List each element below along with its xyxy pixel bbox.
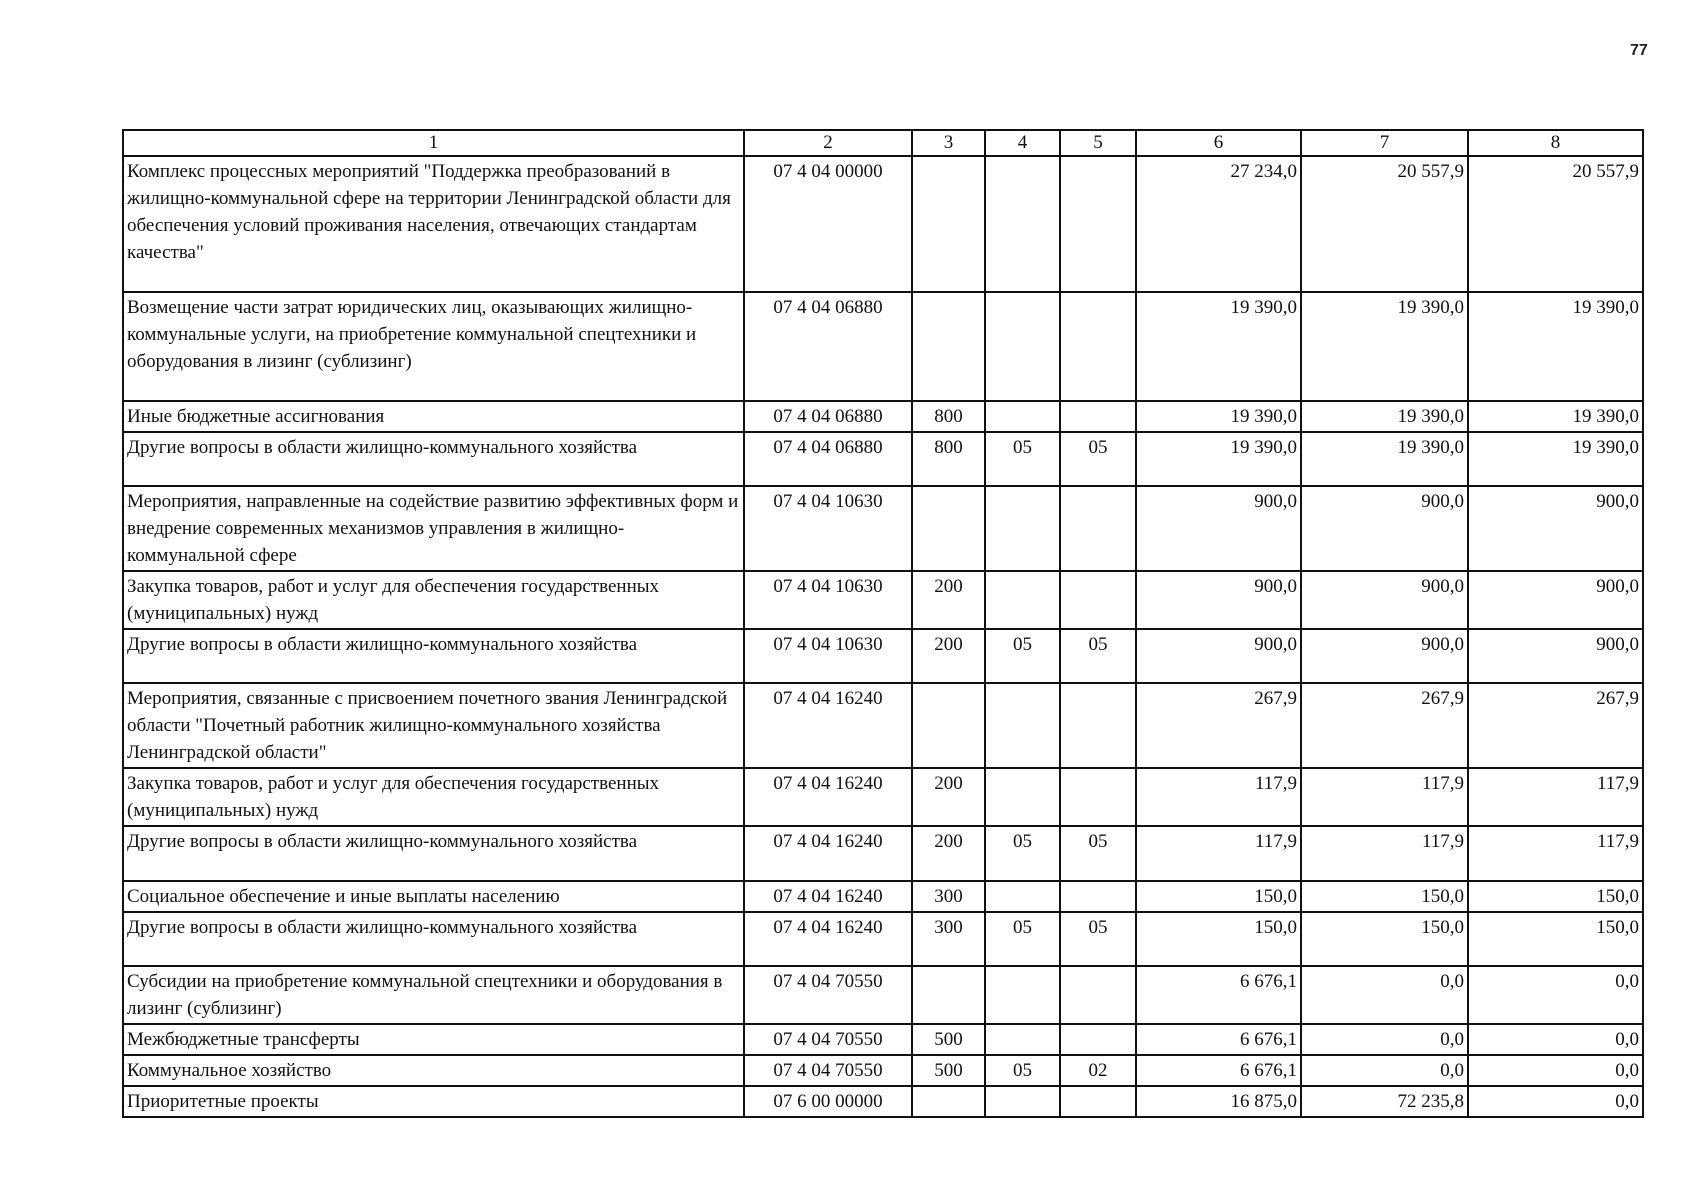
amount-col-6: 27 234,0 [1136, 156, 1301, 292]
section-code [985, 401, 1060, 432]
table-row [123, 768, 1643, 826]
row-name: Приоритетные проекты [123, 1086, 744, 1117]
table-row [123, 881, 1643, 912]
expense-type-code [912, 966, 985, 1024]
amount-col-8: 0,0 [1468, 966, 1643, 1024]
amount-col-6: 150,0 [1136, 912, 1301, 966]
row-name: Коммунальное хозяйство [123, 1055, 744, 1086]
section-code [985, 1086, 1060, 1117]
subsection-code [1060, 401, 1136, 432]
target-article-code: 07 6 00 00000 [744, 1086, 912, 1117]
subsection-code [1060, 683, 1136, 768]
section-code [985, 292, 1060, 401]
target-article-code: 07 4 04 06880 [744, 401, 912, 432]
target-article-code: 07 4 04 10630 [744, 486, 912, 571]
subsection-code [1060, 486, 1136, 571]
expense-type-code: 200 [912, 826, 985, 881]
amount-col-6: 117,9 [1136, 826, 1301, 881]
section-code [985, 486, 1060, 571]
expense-type-code: 500 [912, 1024, 985, 1055]
amount-col-6: 267,9 [1136, 683, 1301, 768]
target-article-code: 07 4 04 10630 [744, 629, 912, 683]
section-code [985, 768, 1060, 826]
section-code [985, 881, 1060, 912]
target-article-code: 07 4 04 16240 [744, 912, 912, 966]
column-header: 8 [1468, 130, 1643, 156]
table-row [123, 683, 1643, 768]
subsection-code: 02 [1060, 1055, 1136, 1086]
budget-table [122, 129, 1644, 1118]
subsection-code [1060, 292, 1136, 401]
row-name: Мероприятия, направленные на содействие развитию эффективных форм и внедрение современных механизмов управления в жилищно-коммунальной сфере [123, 486, 744, 571]
section-code [985, 966, 1060, 1024]
expense-type-code [912, 683, 985, 768]
expense-type-code: 800 [912, 432, 985, 486]
amount-col-7: 900,0 [1301, 571, 1468, 629]
amount-col-6: 6 676,1 [1136, 966, 1301, 1024]
column-header: 3 [912, 130, 985, 156]
column-header: 5 [1060, 130, 1136, 156]
subsection-code [1060, 768, 1136, 826]
row-name: Межбюджетные трансферты [123, 1024, 744, 1055]
amount-col-7: 150,0 [1301, 912, 1468, 966]
table-row [123, 432, 1643, 486]
amount-col-6: 19 390,0 [1136, 401, 1301, 432]
row-name: Другие вопросы в области жилищно-коммунального хозяйства [123, 432, 744, 486]
section-code: 05 [985, 1055, 1060, 1086]
amount-col-7: 117,9 [1301, 768, 1468, 826]
subsection-code [1060, 966, 1136, 1024]
subsection-code: 05 [1060, 912, 1136, 966]
amount-col-7: 19 390,0 [1301, 292, 1468, 401]
expense-type-code: 200 [912, 768, 985, 826]
amount-col-8: 117,9 [1468, 768, 1643, 826]
section-code [985, 156, 1060, 292]
amount-col-8: 19 390,0 [1468, 292, 1643, 401]
row-name: Мероприятия, связанные с присвоением почетного звания Ленинградской области "Почетный работник жилищно-коммунального хозяйства Ленинградской области" [123, 683, 744, 768]
amount-col-8: 0,0 [1468, 1086, 1643, 1117]
row-name: Иные бюджетные ассигнования [123, 401, 744, 432]
section-code: 05 [985, 912, 1060, 966]
amount-col-7: 117,9 [1301, 826, 1468, 881]
target-article-code: 07 4 04 16240 [744, 683, 912, 768]
expense-type-code: 300 [912, 912, 985, 966]
expense-type-code [912, 486, 985, 571]
expense-type-code [912, 156, 985, 292]
table-row [123, 486, 1643, 571]
row-name: Другие вопросы в области жилищно-коммунального хозяйства [123, 826, 744, 881]
subsection-code [1060, 1086, 1136, 1117]
amount-col-8: 117,9 [1468, 826, 1643, 881]
column-header: 6 [1136, 130, 1301, 156]
table-row [123, 401, 1643, 432]
page-number: 77 [1630, 42, 1648, 59]
row-name: Другие вопросы в области жилищно-коммунального хозяйства [123, 912, 744, 966]
amount-col-7: 150,0 [1301, 881, 1468, 912]
amount-col-7: 0,0 [1301, 1055, 1468, 1086]
expense-type-code: 200 [912, 629, 985, 683]
amount-col-6: 117,9 [1136, 768, 1301, 826]
section-code: 05 [985, 826, 1060, 881]
column-header: 2 [744, 130, 912, 156]
expense-type-code: 800 [912, 401, 985, 432]
row-name: Закупка товаров, работ и услуг для обеспечения государственных (муниципальных) нужд [123, 768, 744, 826]
table-row [123, 1086, 1643, 1117]
amount-col-6: 900,0 [1136, 629, 1301, 683]
section-code [985, 1024, 1060, 1055]
target-article-code: 07 4 04 16240 [744, 768, 912, 826]
amount-col-7: 20 557,9 [1301, 156, 1468, 292]
target-article-code: 07 4 04 70550 [744, 1055, 912, 1086]
expense-type-code: 300 [912, 881, 985, 912]
table-row [123, 1055, 1643, 1086]
column-header: 1 [123, 130, 744, 156]
section-code [985, 571, 1060, 629]
amount-col-6: 150,0 [1136, 881, 1301, 912]
amount-col-7: 72 235,8 [1301, 1086, 1468, 1117]
amount-col-6: 6 676,1 [1136, 1024, 1301, 1055]
table-row [123, 1024, 1643, 1055]
row-name: Комплекс процессных мероприятий "Поддержка преобразований в жилищно-коммунальной сфере на территории Ленинградской области для обеспечения условий проживания населения, отвечающих стандартам качества" [123, 156, 744, 292]
column-header: 4 [985, 130, 1060, 156]
amount-col-6: 900,0 [1136, 486, 1301, 571]
subsection-code: 05 [1060, 432, 1136, 486]
subsection-code [1060, 571, 1136, 629]
row-name: Другие вопросы в области жилищно-коммунального хозяйства [123, 629, 744, 683]
subsection-code [1060, 881, 1136, 912]
target-article-code: 07 4 04 10630 [744, 571, 912, 629]
amount-col-8: 150,0 [1468, 881, 1643, 912]
section-code [985, 683, 1060, 768]
amount-col-6: 16 875,0 [1136, 1086, 1301, 1117]
amount-col-8: 0,0 [1468, 1055, 1643, 1086]
table-row [123, 571, 1643, 629]
table-row [123, 292, 1643, 401]
target-article-code: 07 4 04 16240 [744, 826, 912, 881]
table-row [123, 629, 1643, 683]
row-name: Субсидии на приобретение коммунальной спецтехники и оборудования в лизинг (сублизинг) [123, 966, 744, 1024]
row-name: Возмещение части затрат юридических лиц, оказывающих жилищно-коммунальные услуги, на приобретение коммунальной спецтехники и оборудования в лизинг (сублизинг) [123, 292, 744, 401]
amount-col-6: 6 676,1 [1136, 1055, 1301, 1086]
row-name: Социальное обеспечение и иные выплаты населению [123, 881, 744, 912]
amount-col-8: 150,0 [1468, 912, 1643, 966]
amount-col-8: 19 390,0 [1468, 432, 1643, 486]
amount-col-8: 267,9 [1468, 683, 1643, 768]
amount-col-8: 0,0 [1468, 1024, 1643, 1055]
expense-type-code [912, 1086, 985, 1117]
amount-col-8: 20 557,9 [1468, 156, 1643, 292]
expense-type-code: 500 [912, 1055, 985, 1086]
subsection-code: 05 [1060, 826, 1136, 881]
subsection-code [1060, 1024, 1136, 1055]
subsection-code [1060, 156, 1136, 292]
column-header: 7 [1301, 130, 1468, 156]
amount-col-7: 19 390,0 [1301, 432, 1468, 486]
header-row [123, 130, 1643, 156]
amount-col-6: 900,0 [1136, 571, 1301, 629]
amount-col-7: 900,0 [1301, 486, 1468, 571]
amount-col-8: 900,0 [1468, 571, 1643, 629]
amount-col-8: 19 390,0 [1468, 401, 1643, 432]
target-article-code: 07 4 04 70550 [744, 966, 912, 1024]
table-row [123, 826, 1643, 881]
target-article-code: 07 4 04 70550 [744, 1024, 912, 1055]
section-code: 05 [985, 432, 1060, 486]
expense-type-code [912, 292, 985, 401]
amount-col-7: 0,0 [1301, 966, 1468, 1024]
amount-col-7: 267,9 [1301, 683, 1468, 768]
subsection-code: 05 [1060, 629, 1136, 683]
amount-col-6: 19 390,0 [1136, 292, 1301, 401]
target-article-code: 07 4 04 06880 [744, 292, 912, 401]
table-row [123, 156, 1643, 292]
section-code: 05 [985, 629, 1060, 683]
amount-col-8: 900,0 [1468, 486, 1643, 571]
target-article-code: 07 4 04 16240 [744, 881, 912, 912]
amount-col-7: 900,0 [1301, 629, 1468, 683]
target-article-code: 07 4 04 00000 [744, 156, 912, 292]
amount-col-7: 19 390,0 [1301, 401, 1468, 432]
amount-col-6: 19 390,0 [1136, 432, 1301, 486]
expense-type-code: 200 [912, 571, 985, 629]
amount-col-8: 900,0 [1468, 629, 1643, 683]
amount-col-7: 0,0 [1301, 1024, 1468, 1055]
table-row [123, 966, 1643, 1024]
row-name: Закупка товаров, работ и услуг для обеспечения государственных (муниципальных) нужд [123, 571, 744, 629]
target-article-code: 07 4 04 06880 [744, 432, 912, 486]
table-row [123, 912, 1643, 966]
